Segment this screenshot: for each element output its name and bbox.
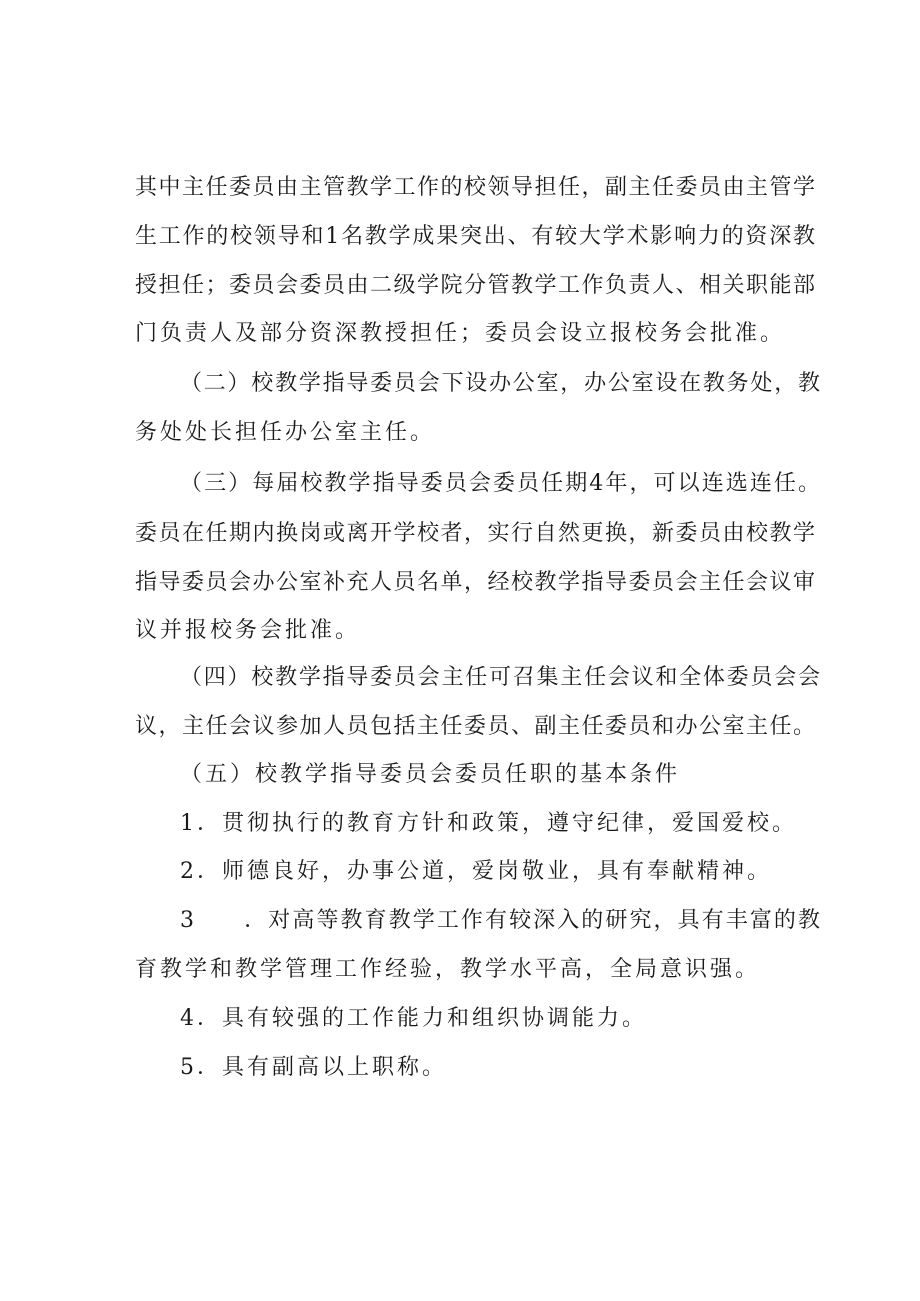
list-item-4: 4．具有较强的工作能力和组织协调能力。	[180, 1006, 647, 1031]
paragraph-line: 议并报校务会批准。	[135, 618, 361, 643]
paragraph-line: 生工作的校领导和1名教学成果突出、有较大学术影响力的资深教	[135, 224, 815, 249]
paragraph-line: 务处处长担任办公室主任。	[135, 420, 436, 445]
paragraph-line: 授担任；委员会委员由二级学院分管教学工作负责人、相关职能部	[135, 273, 815, 298]
paragraph-line: 指导委员会办公室补充人员名单，经校教学指导委员会主任会议审	[135, 570, 815, 595]
list-item-3: 3 ．对高等教育教学工作有较深入的研究，具有丰富的教	[180, 908, 820, 933]
paragraph-line: 其中主任委员由主管教学工作的校领导担任，副主任委员由主管学	[135, 175, 815, 200]
list-item-5: 5．具有副高以上职称。	[180, 1055, 447, 1080]
list-item-3-continuation: 育教学和教学管理工作经验，教学水平高，全局意识强。	[135, 957, 761, 982]
section-5-heading: （五）校教学指导委员会委员任职的基本条件	[180, 762, 681, 787]
section-4-heading-line: （四）校教学指导委员会主任可召集主任会议和全体委员会会	[180, 665, 820, 690]
section-3-heading-line: （三）每届校教学指导委员会委员任期4年，可以连选连任。	[180, 471, 820, 496]
paragraph-line: 门负责人及部分资深教授担任；委员会设立报校务会批准。	[135, 321, 786, 346]
paragraph-line: 委员在任期内换岗或离开学校者，实行自然更换，新委员由校教学	[135, 521, 815, 546]
list-item-2: 2．师德良好，办事公道，爱岗敬业，具有奉献精神。	[180, 859, 772, 884]
list-item-1: 1．贯彻执行的教育方针和政策，遵守纪律，爱国爱校。	[180, 811, 797, 836]
section-2-heading-line: （二）校教学指导委员会下设办公室，办公室设在教务处，教	[180, 371, 820, 396]
paragraph-line: 议，主任会议参加人员包括主任委员、副主任委员和办公室主任。	[135, 714, 815, 739]
